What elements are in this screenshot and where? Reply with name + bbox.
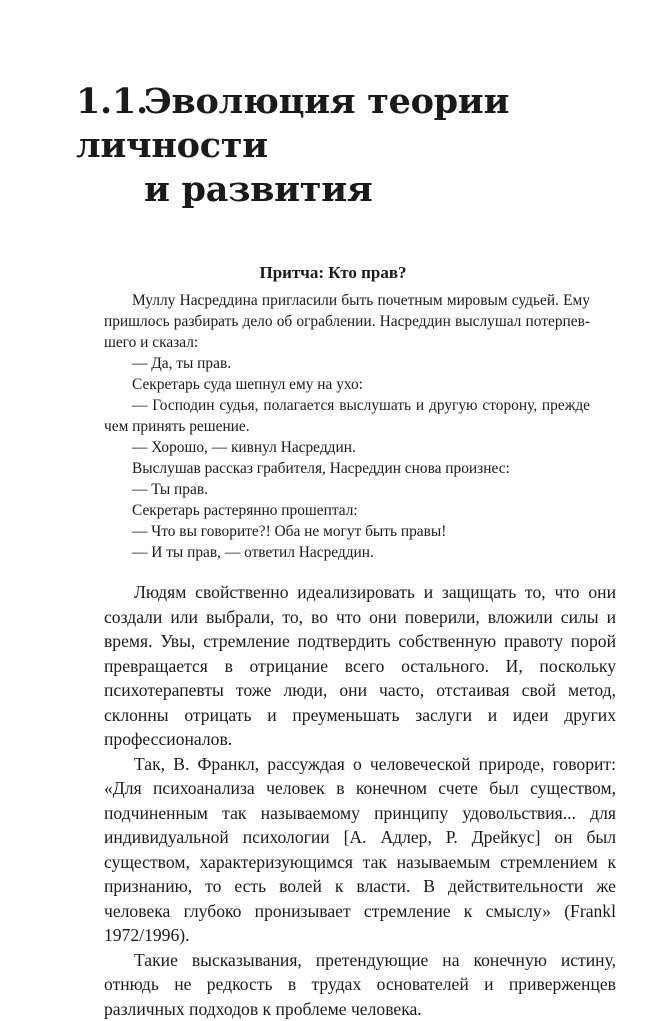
parable-line: — Господин судья, полагается выслушать и другую сторону, прежде чем принять решение. [104,395,590,437]
section-number: 1.1. [76,80,144,124]
section-title-line1: Эволюция теории личности [76,81,509,166]
section-title-line2: и развития [76,168,636,212]
parable-line: Выслушав рассказ грабителя, Насреддин снова произнес: [104,458,590,479]
section-heading [76,80,636,212]
body-paragraph: Так, В. Франкл, рассуждая о человеческой природе, говорит: «Для психоанализа человек в конечном счете был существом, подчиненным так называемому принципу удовольствия... для индивидуальной психологии [А. Адлер, Р. Дрейкус] он был существом, характеризующимся так называемым стремлением к признанию, то есть волей к власти. В действительности же человека глубоко пронизывает стремление к смыслу» (Frankl 1972/1996). [104,752,616,948]
parable-line: — Хорошо, — кивнул Насреддин. [104,437,590,458]
parable-line: — Что вы говорите?! Оба не могут быть правы! [104,521,590,542]
parable-title: Притча: Кто прав? [76,262,590,284]
body-paragraph: Такие высказывания, претендующие на конечную истину, отнюдь не редкость в трудах основателей и приверженцев различных подходов к проблеме человека. [104,948,616,1021]
parable-line: Секретарь суда шепнул ему на ухо: [104,374,590,395]
parable-line: — Да, ты прав. [104,353,590,374]
body-text [104,580,616,1021]
body-paragraph: Людям свойственно идеализировать и защищать то, что они создали или выбрали, то, во что они поверили, вложили силы и время. Увы, стремление подтвердить собственную правоту порой превращается в отрицание всего остального. И, поскольку психотерапевты тоже люди, они часто, отстаивая свой метод, склонны отрицать и преуменьшать заслуги и идеи других профессионалов. [104,580,616,752]
parable-line: Муллу Насреддина пригласили быть почетным мировым судьей. Ему пришлось разбирать дело об ограблении. Насреддин выслушал потерпевшего и сказал: [104,290,590,353]
parable-line: — И ты прав, — ответил Насреддин. [104,542,590,563]
parable-block [104,290,590,563]
parable-line: Секретарь растерянно прошептал: [104,500,590,521]
parable-line: — Ты прав. [104,479,590,500]
